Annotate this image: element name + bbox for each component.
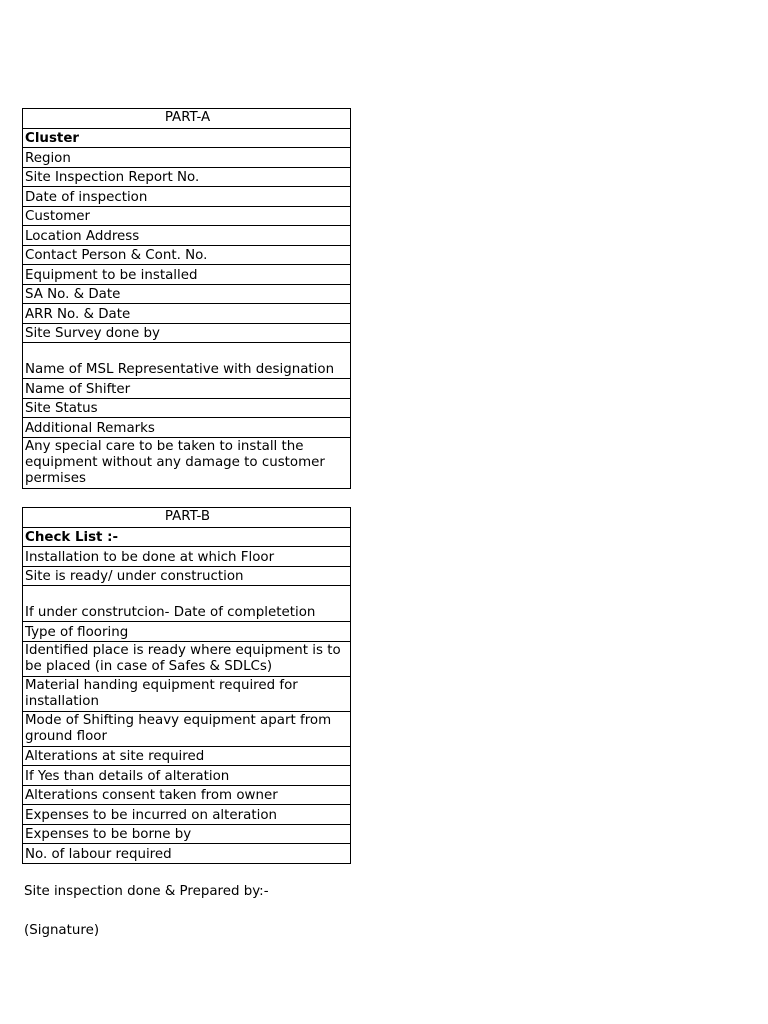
table-row xyxy=(23,785,351,805)
table-row xyxy=(23,586,351,622)
field-label-customer: Customer xyxy=(23,206,351,226)
part-a-title: PART-A xyxy=(23,109,351,129)
field-label-region: Region xyxy=(23,148,351,168)
table-row xyxy=(23,323,351,343)
table-row xyxy=(23,711,351,746)
table-row xyxy=(23,805,351,825)
table-row xyxy=(23,437,351,488)
table-row xyxy=(23,418,351,438)
part-b-table xyxy=(22,507,351,864)
field-label-labour-required: No. of labour required xyxy=(23,844,351,864)
table-row xyxy=(23,148,351,168)
field-label-completion-date: If under construtcion- Date of completetion xyxy=(23,586,351,622)
field-label-cluster: Cluster xyxy=(23,128,351,148)
table-row xyxy=(23,676,351,711)
field-label-check-list: Check List :- xyxy=(23,527,351,547)
field-label-site-status: Site Status xyxy=(23,398,351,418)
table-row xyxy=(23,566,351,586)
field-label-shifting-mode: Mode of Shifting heavy equipment apart from ground floor xyxy=(23,711,351,746)
field-label-alteration-expenses: Expenses to be incurred on alteration xyxy=(23,805,351,825)
signature-label: (Signature) xyxy=(24,923,100,938)
field-label-identified-place: Identified place is ready where equipment is to be placed (in case of Safes & SDLCs) xyxy=(23,641,351,676)
table-row xyxy=(23,304,351,324)
table-row xyxy=(23,343,351,379)
field-label-msl-representative: Name of MSL Representative with designation xyxy=(23,343,351,379)
part-a-table xyxy=(22,108,351,489)
field-label-site-ready: Site is ready/ under construction xyxy=(23,566,351,586)
table-row xyxy=(23,746,351,766)
table-row xyxy=(23,766,351,786)
field-label-equipment: Equipment to be installed xyxy=(23,265,351,285)
table-row xyxy=(23,128,351,148)
field-label-shifter: Name of Shifter xyxy=(23,379,351,399)
table-row xyxy=(23,226,351,246)
field-label-special-care: Any special care to be taken to install the equipment without any damage to customer permises xyxy=(23,437,351,488)
table-row xyxy=(23,547,351,567)
field-label-flooring-type: Type of flooring xyxy=(23,622,351,642)
table-row xyxy=(23,641,351,676)
field-label-expenses-borne-by: Expenses to be borne by xyxy=(23,824,351,844)
field-label-arr-no: ARR No. & Date xyxy=(23,304,351,324)
table-row xyxy=(23,398,351,418)
table-row xyxy=(23,379,351,399)
field-label-additional-remarks: Additional Remarks xyxy=(23,418,351,438)
part-a-header-row xyxy=(23,109,351,129)
field-label-sa-no: SA No. & Date xyxy=(23,284,351,304)
table-row xyxy=(23,206,351,226)
field-label-alterations-required: Alterations at site required xyxy=(23,746,351,766)
table-row xyxy=(23,245,351,265)
table-row xyxy=(23,265,351,285)
field-label-report-no: Site Inspection Report No. xyxy=(23,167,351,187)
table-row xyxy=(23,167,351,187)
table-row xyxy=(23,527,351,547)
field-label-installation-floor: Installation to be done at which Floor xyxy=(23,547,351,567)
field-label-location-address: Location Address xyxy=(23,226,351,246)
field-label-owner-consent: Alterations consent taken from owner xyxy=(23,785,351,805)
field-label-contact-person: Contact Person & Cont. No. xyxy=(23,245,351,265)
table-row xyxy=(23,284,351,304)
field-label-alteration-details: If Yes than details of alteration xyxy=(23,766,351,786)
field-label-material-handling: Material handing equipment required for installation xyxy=(23,676,351,711)
table-row xyxy=(23,187,351,207)
table-row xyxy=(23,622,351,642)
part-b-header-row xyxy=(23,508,351,528)
prepared-by-label: Site inspection done & Prepared by:- xyxy=(24,884,269,899)
table-row xyxy=(23,824,351,844)
table-row xyxy=(23,844,351,864)
part-b-title: PART-B xyxy=(23,508,351,528)
field-label-inspection-date: Date of inspection xyxy=(23,187,351,207)
field-label-site-survey: Site Survey done by xyxy=(23,323,351,343)
